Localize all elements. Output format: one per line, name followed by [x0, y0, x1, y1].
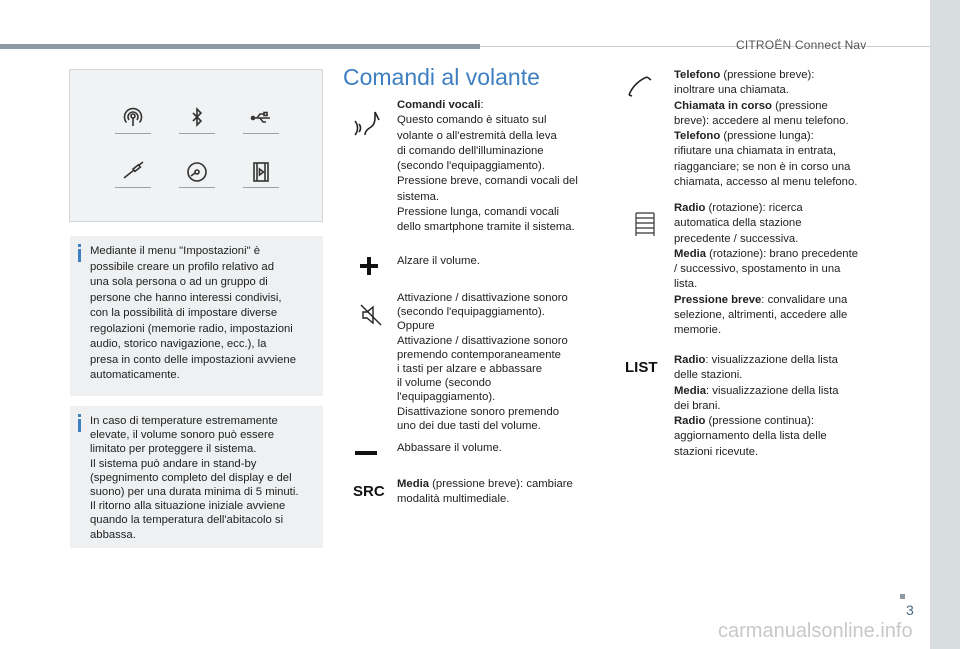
control-src — [345, 477, 600, 508]
control-phone — [622, 68, 877, 190]
list-t2: : visualizzazione della lista dei brani. — [674, 384, 839, 412]
mute-text: Attivazione / disattivazione sonoro (secondo l'equipaggiamento). Oppure Attivazione / disattivazione sonoro premendo contemporaneamente i tasti per alzare e abbassare il volume (secondo l'equipaggiamento). Disattivazione sonoro premendo uno dei due tasti del volume. — [397, 292, 568, 432]
usb-icon[interactable] — [243, 104, 279, 134]
podcast-icon[interactable] — [115, 104, 151, 134]
note-temperature — [70, 406, 323, 548]
video-icon[interactable] — [243, 158, 279, 188]
list-b2: Media — [674, 384, 707, 397]
wheel-t2: (rotazione): brano precedente / successivo, spostamento in una lista. — [674, 247, 858, 291]
list-b3: Radio — [674, 415, 706, 428]
header-bar — [0, 44, 480, 49]
phone-b3: Telefono — [674, 130, 721, 143]
plus-icon — [359, 256, 379, 276]
info-icon — [78, 244, 81, 262]
src-text: (pressione breve): cambiare modalità multimediale. — [397, 478, 573, 506]
source-icon-panel — [69, 69, 323, 222]
note-profiles-text: Mediante il menu "Impostazioni" è possibile creare un profilo relativo ad una sola persona o ad un gruppo di persone che hanno interessi condivisi, con la possibilità di impostare diverse regolazioni (memorie radio, impostazioni audio, storico navigazione, ecc.), la presa in conto delle impostazioni avviene automaticamente. — [90, 245, 296, 381]
watermark: carmanualsonline.info — [718, 620, 913, 642]
wheel-b2: Media — [674, 247, 707, 260]
voice-title: Comandi vocali — [397, 99, 481, 111]
phone-b2: Chiamata in corso — [674, 99, 772, 112]
wheel-b3: Pressione breve — [674, 293, 762, 306]
wheel-b1: Radio — [674, 202, 706, 214]
section-title: Comandi al volante — [343, 64, 540, 90]
info-icon — [78, 414, 81, 432]
phone-t2: (pressione breve): accedere al menu telefono. — [674, 99, 849, 127]
aux-cable-icon[interactable] — [115, 158, 151, 188]
phone-t3: (pressione lunga): rifiutare una chiamata in entrata, riagganciare; se non è in corso una chiamata, accesso al menu telefono. — [674, 130, 858, 189]
cd-icon[interactable] — [179, 158, 215, 188]
bluetooth-icon[interactable] — [179, 104, 215, 134]
wheel-t3: : convalidare una selezione, altrimenti, accedere alle memorie. — [674, 293, 848, 337]
list-t3: (pressione continua): aggiornamento della lista delle stazioni ricevute. — [674, 415, 827, 458]
volume-up-text: Alzare il volume. — [397, 255, 480, 267]
page-marker — [900, 594, 905, 599]
volume-down-text: Abbassare il volume. — [397, 442, 502, 454]
wheel-t1: (rotazione): ricerca automatica della stazione precedente / successiva. — [674, 202, 803, 245]
src-title: Media — [397, 478, 430, 490]
voice-text: : Questo comando è situato sul volante o all'estremità della leva di comando dell'illuminazione (secondo l'equipaggiamento). Pressione breve, comandi vocali del sistema. Pressione lunga, comandi vocali dello smartphone tramite il sistema. — [397, 99, 578, 234]
note-temperature-text: In caso di temperature estremamente elevate, il volume sonoro può essere limitato per proteggere il sistema. Il sistema può andare in stand-by (spegnimento completo del display e del suono) per una durata minima di 5 minuti. Il ritorno alla situazione iniziale avviene quando la temperatura dell'abitacolo si abbassa. — [90, 415, 299, 541]
phone-icon — [626, 74, 654, 98]
control-mute — [345, 291, 600, 433]
minus-icon — [355, 449, 377, 457]
control-wheel — [622, 201, 877, 339]
control-list — [622, 353, 877, 460]
phone-b1: Telefono — [674, 69, 721, 81]
voice-command-icon — [351, 108, 385, 138]
control-volume-down — [345, 441, 600, 456]
control-voice — [345, 98, 600, 236]
page-side-strip — [930, 0, 960, 649]
page-number: 3 — [906, 602, 914, 618]
thumbwheel-icon — [634, 211, 656, 239]
brand-title: CITROËN Connect Nav — [736, 38, 867, 52]
note-profiles — [70, 236, 323, 396]
list-t1: : visualizzazione della lista delle stazioni. — [674, 354, 838, 382]
phone-t1: (pressione breve): inoltrare una chiamata. — [674, 69, 815, 97]
list-b1: Radio — [674, 354, 706, 366]
list-label: LIST — [625, 359, 658, 376]
mute-icon — [359, 303, 383, 327]
control-volume-up — [345, 254, 600, 269]
src-label: SRC — [353, 483, 385, 500]
